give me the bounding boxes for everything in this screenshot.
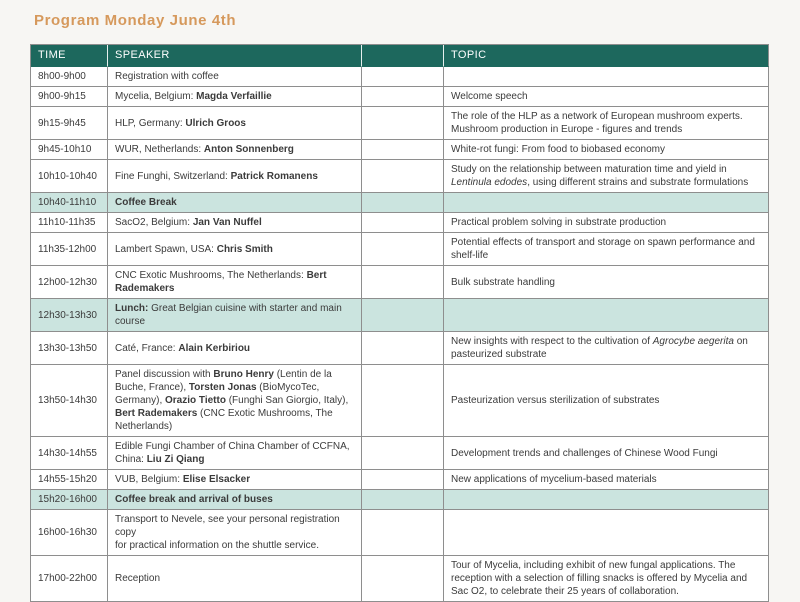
spacer-cell: [362, 266, 444, 299]
topic-cell: [444, 193, 769, 213]
speaker-cell: Edible Fungi Chamber of China Chamber of CCFNA, China: Liu Zi Qiang: [108, 437, 362, 470]
table-body: [31, 67, 769, 602]
header-speaker: SPEAKER: [108, 45, 362, 67]
spacer-cell: [362, 87, 444, 107]
topic-cell: Development trends and challenges of Chinese Wood Fungi: [444, 437, 769, 470]
table-row: [31, 160, 769, 193]
speaker-cell: SacO2, Belgium: Jan Van Nuffel: [108, 213, 362, 233]
topic-cell: The role of the HLP as a network of European mushroom experts. Mushroom production in Europe - figures and trends: [444, 107, 769, 140]
time-cell: 9h00-9h15: [31, 87, 108, 107]
spacer-cell: [362, 490, 444, 510]
time-cell: 11h10-11h35: [31, 213, 108, 233]
spacer-cell: [362, 510, 444, 556]
table-row: [31, 233, 769, 266]
speaker-cell: Lunch: Great Belgian cuisine with starter and main course: [108, 299, 362, 332]
highlight-row: [31, 193, 769, 213]
highlight-row: [31, 490, 769, 510]
spacer-cell: [362, 233, 444, 266]
spacer-cell: [362, 140, 444, 160]
time-cell: 12h30-13h30: [31, 299, 108, 332]
table-row: [31, 107, 769, 140]
spacer-cell: [362, 160, 444, 193]
topic-cell: Pasteurization versus sterilization of substrates: [444, 365, 769, 437]
topic-cell: [444, 299, 769, 332]
topic-cell: New insights with respect to the cultivation of Agrocybe aegerita on pasteurized substrate: [444, 332, 769, 365]
time-cell: 17h00-22h00: [31, 556, 108, 602]
table-row: [31, 556, 769, 602]
header-topic: TOPIC: [444, 45, 769, 67]
spacer-cell: [362, 332, 444, 365]
time-cell: 9h45-10h10: [31, 140, 108, 160]
spacer-cell: [362, 556, 444, 602]
speaker-cell: Fine Funghi, Switzerland: Patrick Romanens: [108, 160, 362, 193]
time-cell: 8h00-9h00: [31, 67, 108, 87]
time-cell: 12h00-12h30: [31, 266, 108, 299]
speaker-cell: Lambert Spawn, USA: Chris Smith: [108, 233, 362, 266]
spacer-cell: [362, 437, 444, 470]
topic-cell: New applications of mycelium-based materials: [444, 470, 769, 490]
speaker-cell: CNC Exotic Mushrooms, The Netherlands: Bert Rademakers: [108, 266, 362, 299]
spacer-cell: [362, 213, 444, 233]
speaker-cell: Registration with coffee: [108, 67, 362, 87]
table-row: [31, 437, 769, 470]
spacer-cell: [362, 299, 444, 332]
topic-cell: White-rot fungi: From food to biobased economy: [444, 140, 769, 160]
speaker-cell: Panel discussion with Bruno Henry (Lentin de la Buche, France), Torsten Jonas (BioMycoTec, Germany), Orazio Tietto (Funghi San Giorgio, Italy), Bert Rademakers (CNC Exotic Mushrooms, The Netherlands): [108, 365, 362, 437]
table-row: [31, 510, 769, 556]
header-spacer: [362, 45, 444, 67]
header-time: TIME: [31, 45, 108, 67]
time-cell: 9h15-9h45: [31, 107, 108, 140]
table-row: [31, 365, 769, 437]
table-row: [31, 213, 769, 233]
topic-cell: [444, 510, 769, 556]
time-cell: 16h00-16h30: [31, 510, 108, 556]
topic-cell: Study on the relationship between maturation time and yield in Lentinula edodes, using different strains and substrate formulations: [444, 160, 769, 193]
speaker-cell: Caté, France: Alain Kerbiriou: [108, 332, 362, 365]
speaker-cell: Transport to Nevele, see your personal registration copy for practical information on the shuttle service.: [108, 510, 362, 556]
spacer-cell: [362, 470, 444, 490]
spacer-cell: [362, 107, 444, 140]
spacer-cell: [362, 67, 444, 87]
topic-cell: Tour of Mycelia, including exhibit of new fungal applications. The reception with a selection of filling snacks is offered by Mycelia and Sac O2, to celebrate their 25 years of collaboration.: [444, 556, 769, 602]
speaker-cell: VUB, Belgium: Elise Elsacker: [108, 470, 362, 490]
topic-cell: Bulk substrate handling: [444, 266, 769, 299]
time-cell: 11h35-12h00: [31, 233, 108, 266]
time-cell: 13h30-13h50: [31, 332, 108, 365]
topic-cell: Practical problem solving in substrate production: [444, 213, 769, 233]
header-row: [31, 45, 769, 67]
table-row: [31, 266, 769, 299]
topic-cell: Potential effects of transport and storage on spawn performance and shelf-life: [444, 233, 769, 266]
speaker-cell: Coffee Break: [108, 193, 362, 213]
spacer-cell: [362, 193, 444, 213]
topic-cell: [444, 490, 769, 510]
table-row: [31, 67, 769, 87]
highlight-row: [31, 299, 769, 332]
time-cell: 14h30-14h55: [31, 437, 108, 470]
topic-cell: [444, 67, 769, 87]
table-row: [31, 470, 769, 490]
table-row: [31, 332, 769, 365]
speaker-cell: Coffee break and arrival of buses: [108, 490, 362, 510]
speaker-cell: WUR, Netherlands: Anton Sonnenberg: [108, 140, 362, 160]
speaker-cell: Reception: [108, 556, 362, 602]
program-table: [30, 44, 769, 602]
table-row: [31, 140, 769, 160]
table-row: [31, 87, 769, 107]
time-cell: 10h10-10h40: [31, 160, 108, 193]
speaker-cell: Mycelia, Belgium: Magda Verfaillie: [108, 87, 362, 107]
page-title: Program Monday June 4th: [34, 12, 237, 29]
time-cell: 10h40-11h10: [31, 193, 108, 213]
time-cell: 15h20-16h00: [31, 490, 108, 510]
topic-cell: Welcome speech: [444, 87, 769, 107]
time-cell: 13h50-14h30: [31, 365, 108, 437]
time-cell: 14h55-15h20: [31, 470, 108, 490]
speaker-cell: HLP, Germany: Ulrich Groos: [108, 107, 362, 140]
spacer-cell: [362, 365, 444, 437]
